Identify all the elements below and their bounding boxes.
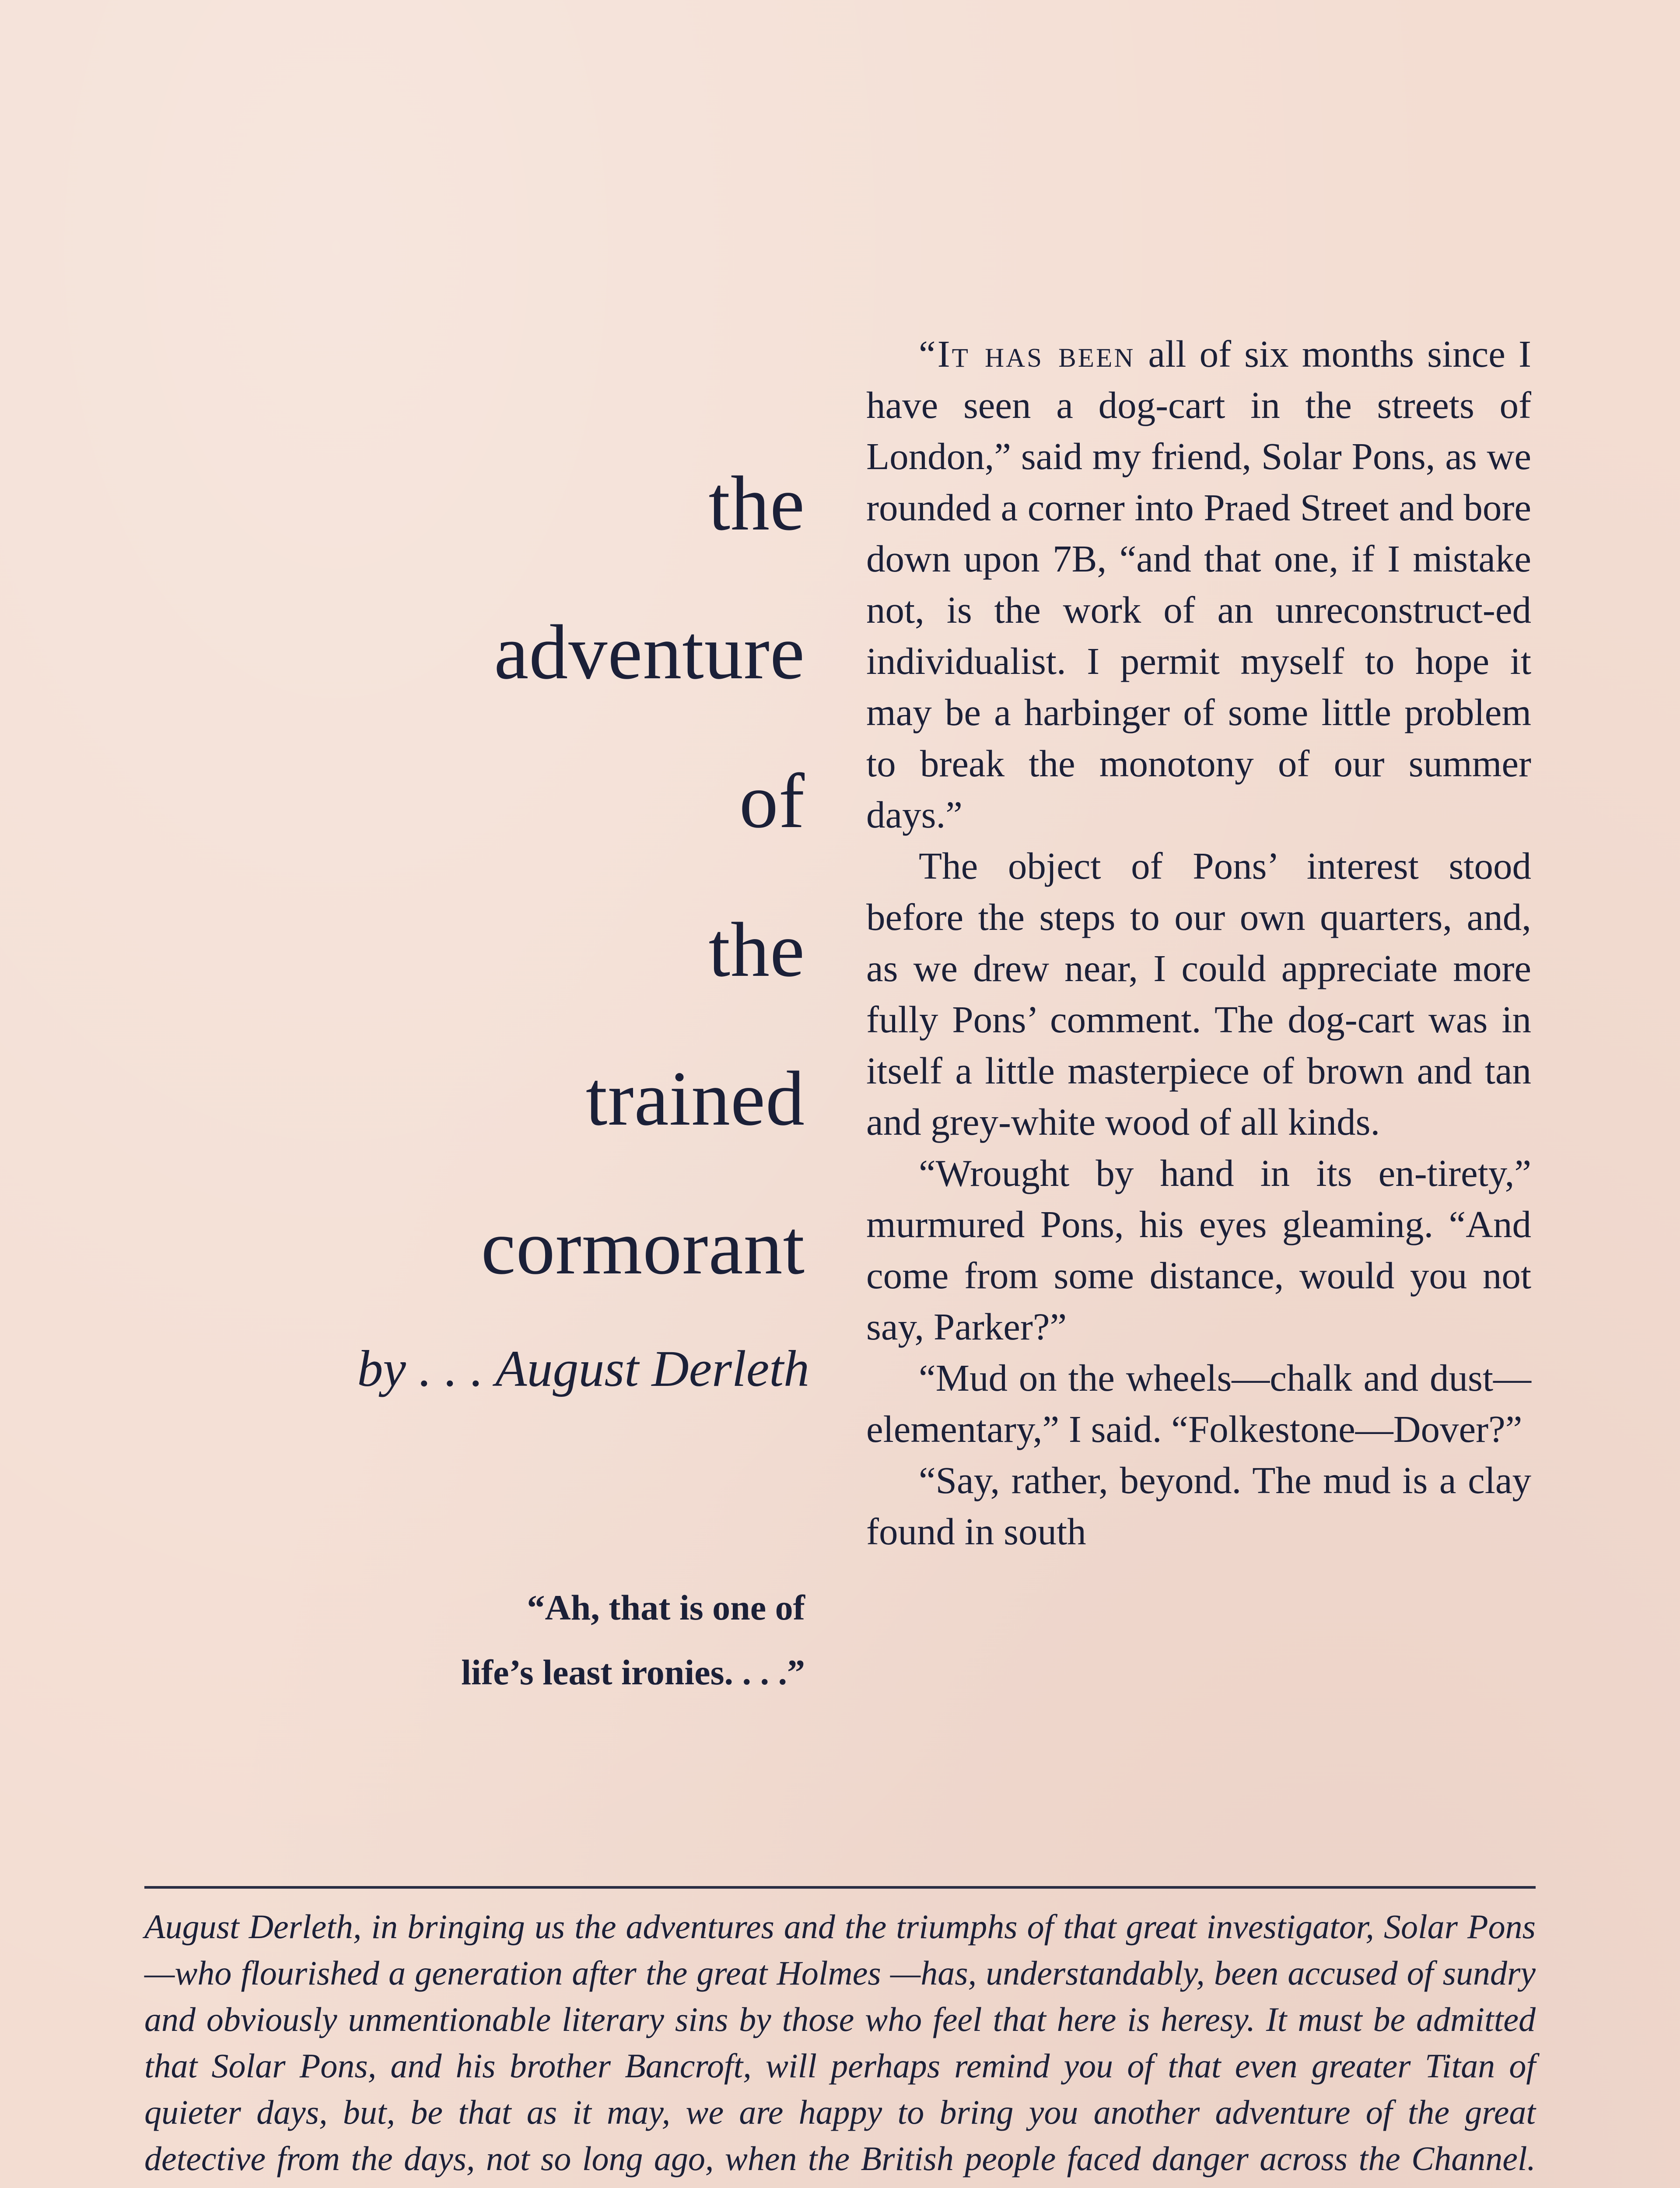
epigraph-line: life’s least ironies. . . .”	[461, 1652, 805, 1692]
story-title	[262, 429, 805, 1322]
opening-words: “It has been	[919, 333, 1135, 375]
title-line: the	[708, 460, 805, 547]
title-line: cormorant	[481, 1204, 805, 1290]
editorial-note: August Derleth, in bringing us the adventures and the triumphs of that great investigator, Solar Pons—who flourished a generation after the great Holmes —has, understandably, been accused of sundry and obviously unmentionable literary sins by those who feel that here is heresy. It must be admitted that Solar Pons, and his brother Bancroft, will perhaps remind you of that even greater Titan of quieter days, but, be that as it may, we are happy to bring you another adventure of the great detective from the days, not so long ago, when the British people faced danger across the Channel.	[144, 1907, 1536, 2177]
epigraph-line: “Ah, that is one of	[527, 1588, 805, 1627]
title-line: of	[739, 757, 805, 844]
story-paragraph: “Say, rather, beyond. The mud is a clay found in south	[866, 1459, 1531, 1553]
title-line: the	[708, 906, 805, 993]
story-paragraph: “Wrought by hand in its en-tirety,” murmured Pons, his eyes gleaming. “And come from some distance, would you not say, Parker?”	[866, 1152, 1531, 1348]
title-line: trained	[585, 1055, 805, 1142]
author-byline: by . . . August Derleth	[357, 1340, 809, 1397]
story-paragraph: “Mud on the wheels—chalk and dust—elementary,” I said. “Folkestone—Dover?”	[866, 1357, 1531, 1450]
story-paragraph	[866, 328, 1531, 840]
epigraph	[306, 1575, 805, 1705]
story-body	[866, 328, 1531, 1557]
title-line: adventure	[494, 609, 805, 695]
story-paragraph: The object of Pons’ interest stood before the steps to our own quarters, and, as we drew near, I could appreciate more fully Pons’ comment. The dog-cart was in itself a little masterpiece of brown and tan and grey-white wood of all kinds.	[866, 845, 1531, 1143]
note-top-rule	[144, 1886, 1536, 1889]
paragraph-text: all of six months since I have seen a dog-cart in the streets of London,” said my friend, Solar Pons, as we rounded a corner into Praed Street and bore down upon 7B, “and that one, if I mistake not, is the work of an unreconstruct-ed individualist. I permit myself to hope it may be a harbinger of some little problem to break the monotony of our summer days.”	[866, 333, 1532, 836]
